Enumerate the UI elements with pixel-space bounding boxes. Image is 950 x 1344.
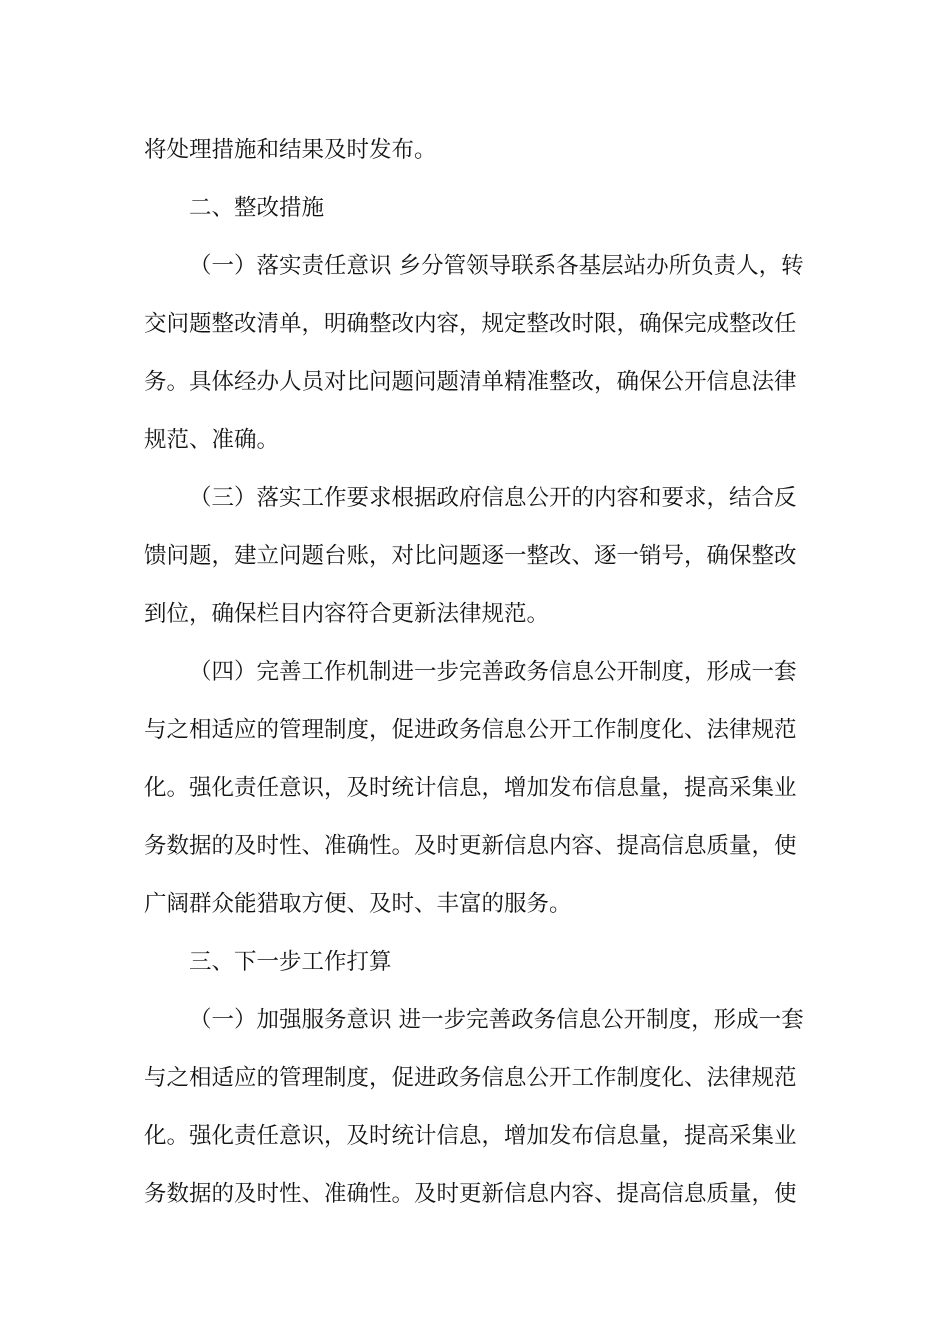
body-text-line: 务数据的及时性、准确性。及时更新信息内容、提高信息质量，使 xyxy=(144,833,797,859)
body-text-line: 务。具体经办人员对比问题问题清单精准整改，确保公开信息法律 xyxy=(144,369,797,395)
body-text-line: 规范、准确。 xyxy=(144,427,280,453)
body-text-line: 与之相适应的管理制度，促进政务信息公开工作制度化、法律规范 xyxy=(144,717,797,743)
paragraph-first-line: （四）完善工作机制进一步完善政务信息公开制度，形成一套 xyxy=(189,659,797,685)
section-heading: 二、整改措施 xyxy=(189,195,325,221)
body-text-line: 馈问题，建立问题台账，对比问题逐一整改、逐一销号，确保整改 xyxy=(144,543,797,569)
paragraph-first-line: （一）加强服务意识 进一步完善政务信息公开制度，形成一套 xyxy=(189,1007,804,1033)
paragraph-first-line: （三）落实工作要求根据政府信息公开的内容和要求，结合反 xyxy=(189,485,797,511)
body-text-line: 务数据的及时性、准确性。及时更新信息内容、提高信息质量，使 xyxy=(144,1181,797,1207)
body-text-line: 交问题整改清单，明确整改内容，规定整改时限，确保完成整改任 xyxy=(144,311,797,337)
body-text-line: 广阔群众能猎取方便、及时、丰富的服务。 xyxy=(144,891,572,917)
paragraph-first-line: （一）落实责任意识 乡分管领导联系各基层站办所负责人，转 xyxy=(189,253,804,279)
body-text-line: 化。强化责任意识，及时统计信息，增加发布信息量，提高采集业 xyxy=(144,775,797,801)
section-heading: 三、下一步工作打算 xyxy=(189,949,392,975)
body-text-line: 到位，确保栏目内容符合更新法律规范。 xyxy=(144,601,550,627)
body-text-line: 将处理措施和结果及时发布。 xyxy=(144,137,437,163)
body-text-line: 化。强化责任意识，及时统计信息，增加发布信息量，提高采集业 xyxy=(144,1123,797,1149)
body-text-line: 与之相适应的管理制度，促进政务信息公开工作制度化、法律规范 xyxy=(144,1065,797,1091)
